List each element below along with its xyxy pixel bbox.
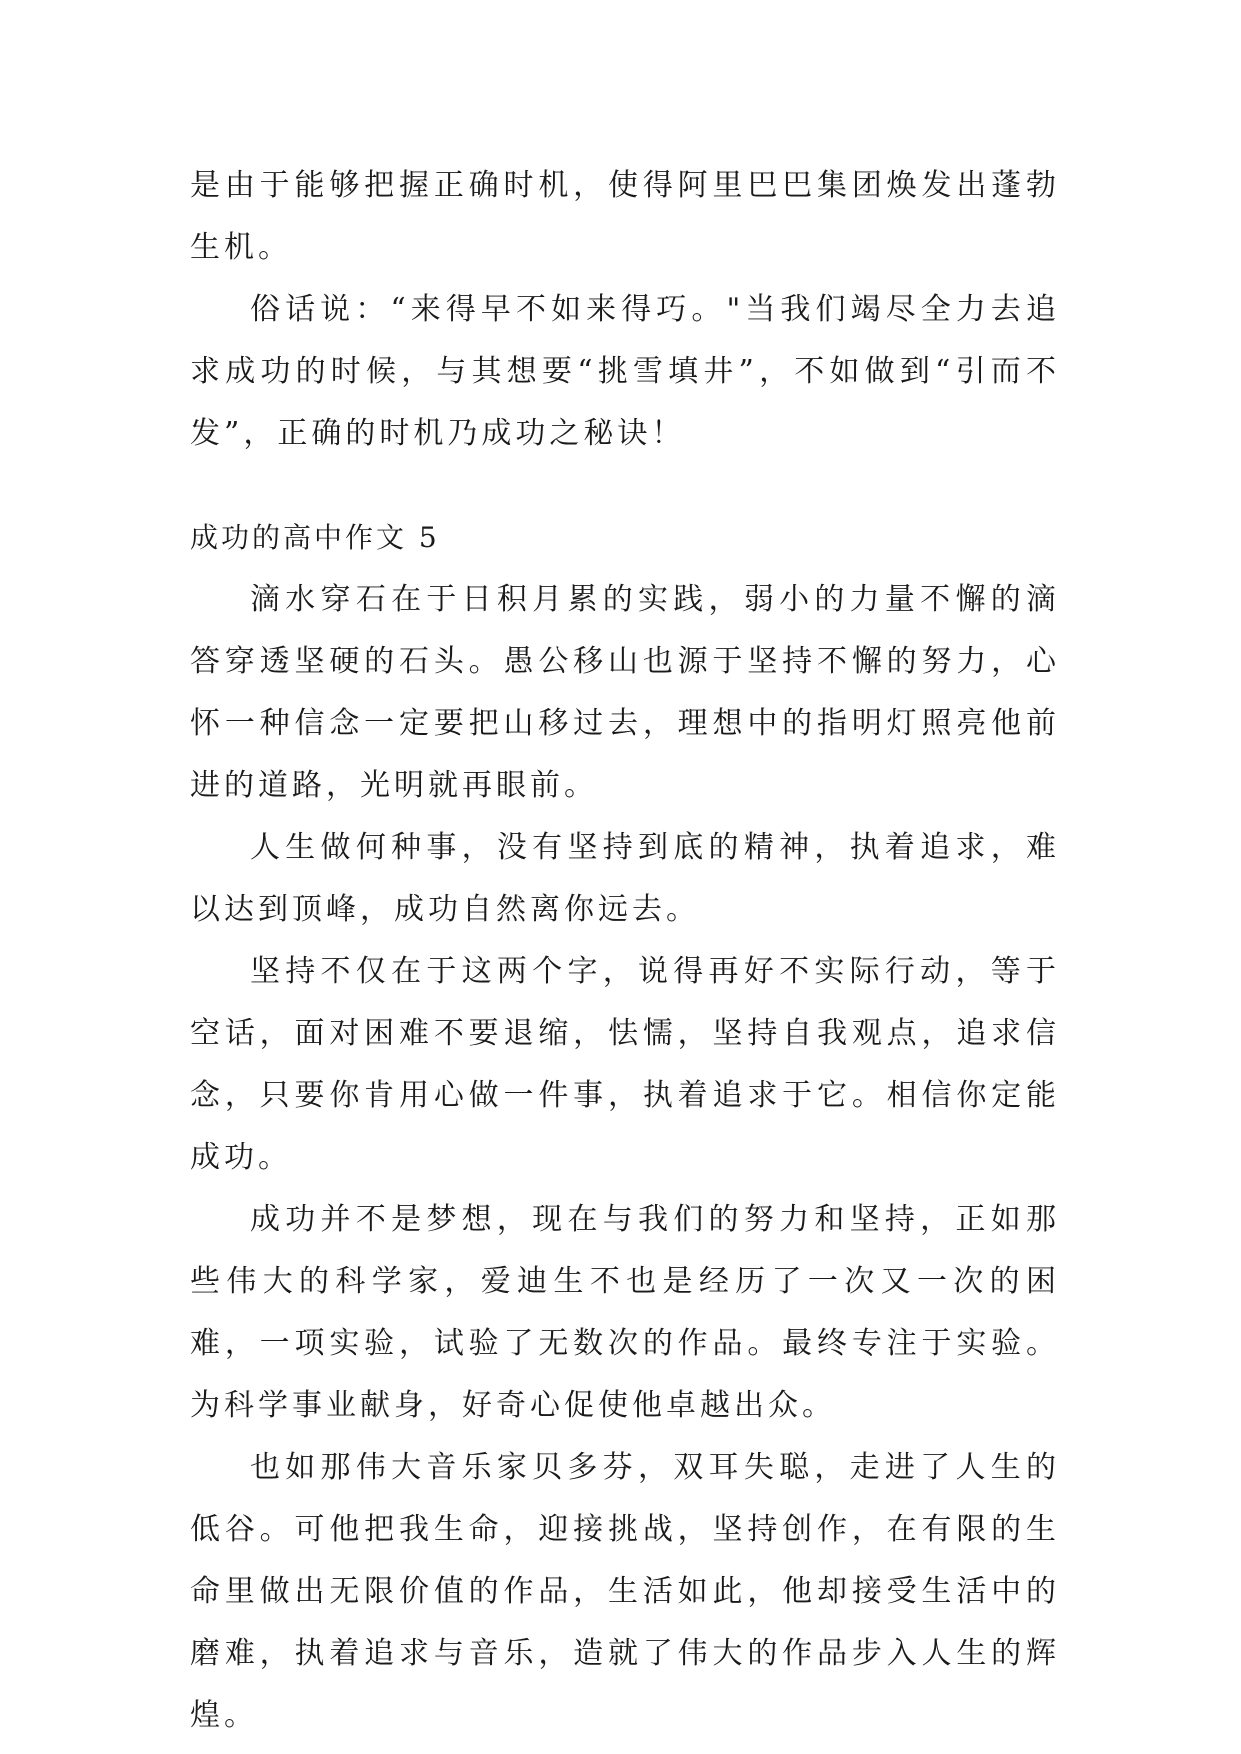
- continuation-paragraph: 是由于能够把握正确时机，使得阿里巴巴集团焕发出蓬勃生机。: [190, 168, 1060, 265]
- essay-paragraph-1: 滴水穿石在于日积月累的实践，弱小的力量不懈的滴答穿透坚硬的石头。愚公移山也源于坚持不懈的努力，心怀一种信念一定要把山移过去，理想中的指明灯照亮他前进的道路，光明就再眼前。: [190, 582, 1060, 803]
- essay-paragraph-3: 坚持不仅在于这两个字，说得再好不实际行动，等于空话，面对困难不要退缩，怯懦，坚持自我观点，追求信念，只要你肯用心做一件事，执着追求于它。相信你定能成功。: [190, 954, 1060, 1175]
- proverb-paragraph: 俗话说：“来得早不如来得巧。"当我们竭尽全力去追求成功的时候，与其想要“挑雪填井”，不如做到“引而不发”，正确的时机乃成功之秘诀！: [190, 292, 1060, 451]
- document-body: [190, 155, 1060, 1747]
- essay-paragraph-4: 成功并不是梦想，现在与我们的努力和坚持，正如那些伟大的科学家，爱迪生不也是经历了一次又一次的困难，一项实验，试验了无数次的作品。最终专注于实验。为科学事业献身，好奇心促使他卓越出众。: [190, 1202, 1060, 1423]
- essay-paragraph-5: 也如那伟大音乐家贝多芬，双耳失聪，走进了人生的低谷。可他把我生命，迎接挑战，坚持创作，在有限的生命里做出无限价值的作品，生活如此，他却接受生活中的磨难，执着追求与音乐，造就了伟大的作品步入人生的辉煌。: [190, 1450, 1060, 1733]
- essay-heading: 成功的高中作文 5: [190, 521, 440, 554]
- essay-paragraph-2: 人生做何种事，没有坚持到底的精神，执着追求，难以达到顶峰，成功自然离你远去。: [190, 830, 1060, 927]
